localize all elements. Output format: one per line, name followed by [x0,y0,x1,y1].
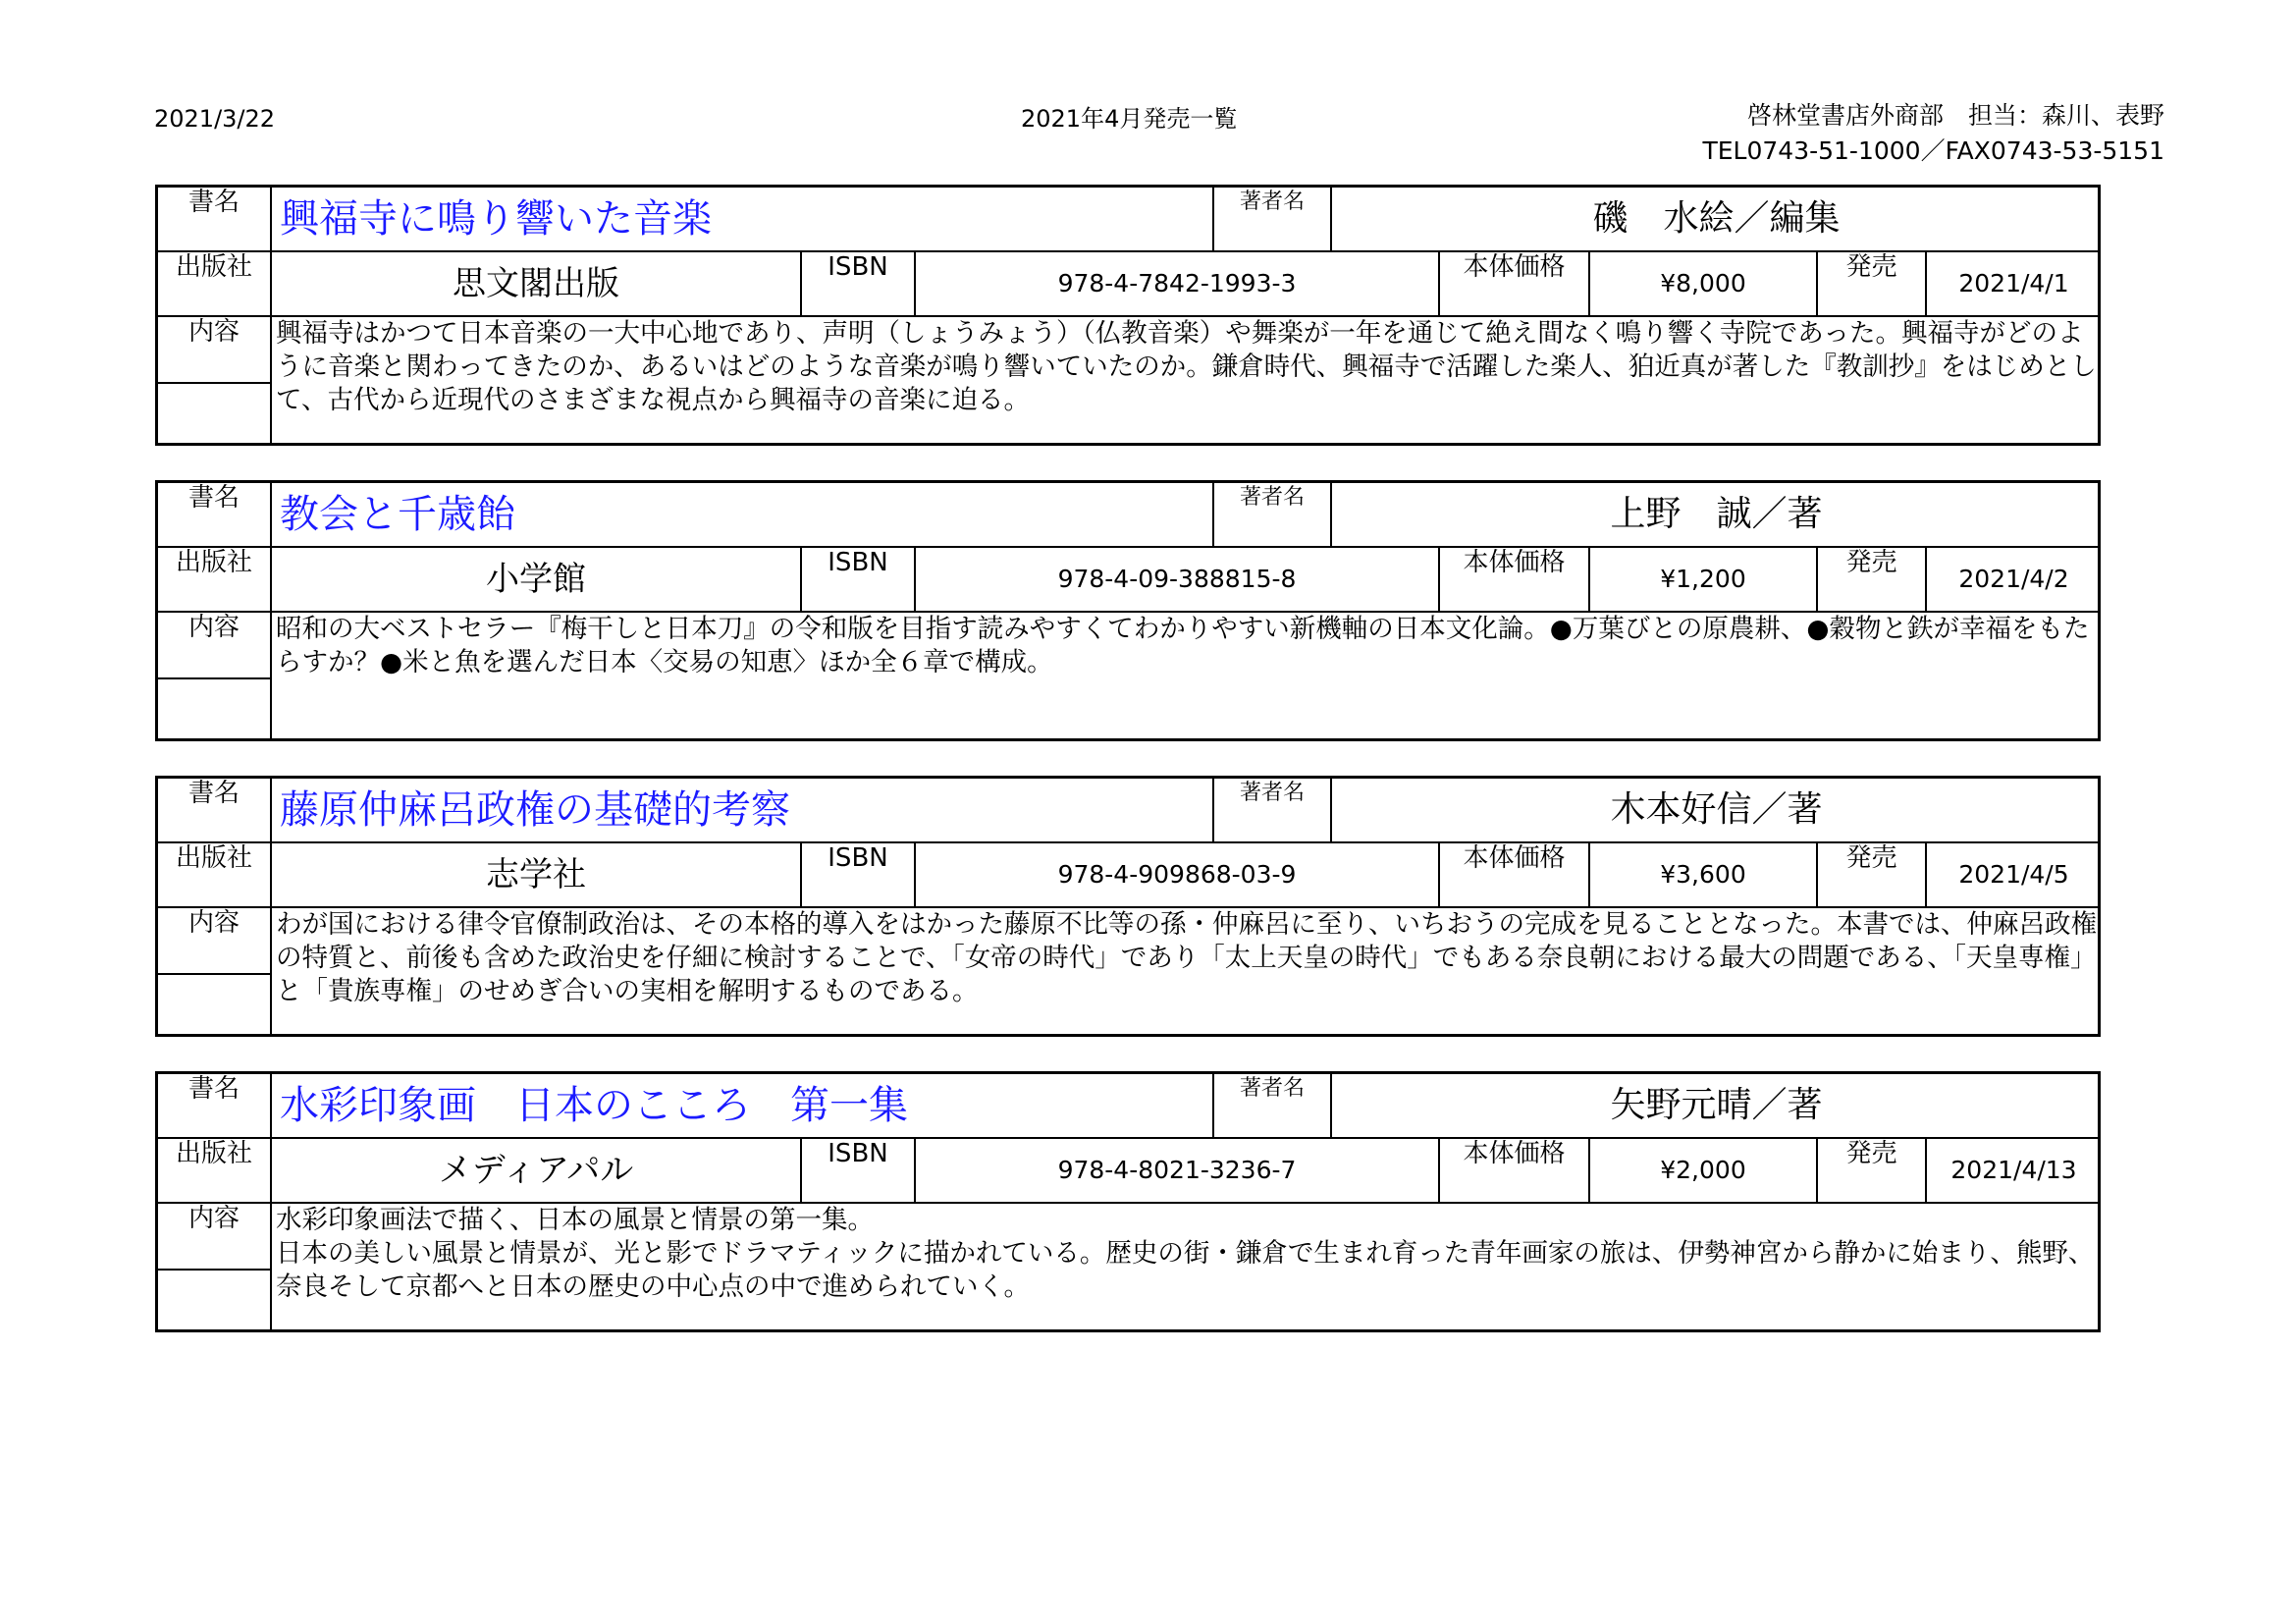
store-contact: TEL0743-51-1000／FAX0743-53-5151 [1702,136,2164,165]
content-label: 内容 [187,908,240,938]
price-label: 本体価格 [1463,843,1566,873]
publisher-label: 出版社 [175,548,252,577]
book-isbn: 978-4-8021-3236-7 [1057,1156,1297,1184]
book-description: 興福寺はかつて日本音楽の一大中心地であり、声明（しょうみょう）（仏教音楽）や舞楽が一年を通じて絶え間なく鳴り響く寺院であった。興福寺がどのように音楽と関わってきたのか、あるいはどのような音楽が鳴り響いていたのか。鎌倉時代、興福寺で活躍した楽人、狛近真が著した『教訓抄』をはじめとして、古代から近現代のさまざまな視点から興福寺の音楽に迫る。 [276,318,2097,415]
store-name: 啓林堂書店外商部 担当：森川、表野 [1746,101,2164,130]
publisher-label: 出版社 [175,843,252,873]
price-label: 本体価格 [1463,548,1566,577]
publisher-label: 出版社 [175,252,252,282]
title-label: 書名 [187,188,240,217]
book-author: 磯 水絵／編集 [1592,198,1841,239]
release-label: 発売 [1845,548,1897,577]
page-title: 2021年4月発売一覧 [1021,105,1238,133]
release-label: 発売 [1845,843,1897,873]
book-release-date: 2021/4/2 [1958,565,2069,593]
book-isbn: 978-4-909868-03-9 [1057,860,1297,889]
book-isbn: 978-4-09-388815-8 [1057,565,1297,593]
author-label: 著者名 [1239,189,1305,214]
book-price: ¥1,200 [1660,565,1746,593]
book-description-line: 日本の美しい風景と情景が、光と影でドラマティックに描かれている。歴史の街・鎌倉で生まれ育った青年画家の旅は、伊勢神宮から静かに始まり、熊野、奈良そして京都へと日本の歴史の中心点の中で進められていく。 [276,1238,2095,1302]
book-title: 教会と千歳飴 [280,492,515,537]
book-price: ¥3,600 [1660,860,1746,889]
book-publisher: 思文閣出版 [453,264,619,303]
title-label: 書名 [187,779,240,808]
book-publisher: 志学社 [486,855,586,894]
book-card [155,776,2101,1037]
book-title: 興福寺に鳴り響いた音楽 [280,196,712,242]
book-price: ¥2,000 [1660,1156,1746,1184]
book-author: 木本好信／著 [1610,789,1823,830]
title-label: 書名 [187,483,240,513]
book-title: 藤原仲麻呂政権の基礎的考察 [280,787,790,833]
author-label: 著者名 [1239,485,1305,510]
book-publisher: メディアパル [438,1151,634,1190]
isbn-label: ISBN [828,252,888,282]
book-card [155,185,2101,446]
book-price: ¥8,000 [1660,269,1746,298]
book-isbn: 978-4-7842-1993-3 [1057,269,1297,298]
content-label: 内容 [187,613,240,642]
book-release-date: 2021/4/13 [1950,1156,2077,1184]
book-description: わが国における律令官僚制政治は、その本格的導入をはかった藤原不比等の孫・仲麻呂に至り、いちおうの完成を見ることとなった。本書では、仲麻呂政権の特質と、前後も含めた政治史を仔細に検討することで、「女帝の時代」であり「太上天皇の時代」でもある奈良朝における最大の問題である、「天皇専権」と「貴族専権」のせめぎ合いの実相を解明するものである。 [276,909,2097,1006]
store-info [1702,98,2164,169]
author-label: 著者名 [1239,1076,1305,1101]
book-release-date: 2021/4/5 [1958,860,2069,889]
book-author: 矢野元晴／著 [1610,1085,1823,1125]
book-card [155,1071,2101,1332]
content-label: 内容 [187,317,240,347]
release-label: 発売 [1845,1139,1897,1168]
author-label: 著者名 [1239,781,1305,805]
book-title: 水彩印象画 日本のこころ 第一集 [280,1083,908,1128]
book-publisher: 小学館 [486,560,586,599]
publisher-label: 出版社 [175,1139,252,1168]
book-description: 昭和の大ベストセラー『梅干しと日本刀』の令和版を目指す読みやすくてわかりやすい新機軸の日本文化論。●万葉びとの原農耕、●穀物と鉄が幸福をもたらすか？●米と魚を選んだ日本〈交易の知恵〉ほか全６章で構成。 [276,614,2090,677]
isbn-label: ISBN [828,548,888,577]
content-label: 内容 [187,1204,240,1233]
price-label: 本体価格 [1463,1139,1566,1168]
book-card [155,480,2101,741]
title-label: 書名 [187,1074,240,1104]
isbn-label: ISBN [828,843,888,873]
isbn-label: ISBN [828,1139,888,1168]
book-release-date: 2021/4/1 [1958,269,2069,298]
book-description [272,1204,2101,1304]
book-author: 上野 誠／著 [1610,494,1823,534]
price-label: 本体価格 [1463,252,1566,282]
print-date: 2021/3/22 [154,105,276,133]
book-description-line: 水彩印象画法で描く、日本の風景と情景の第一集。 [276,1205,874,1235]
release-label: 発売 [1845,252,1897,282]
